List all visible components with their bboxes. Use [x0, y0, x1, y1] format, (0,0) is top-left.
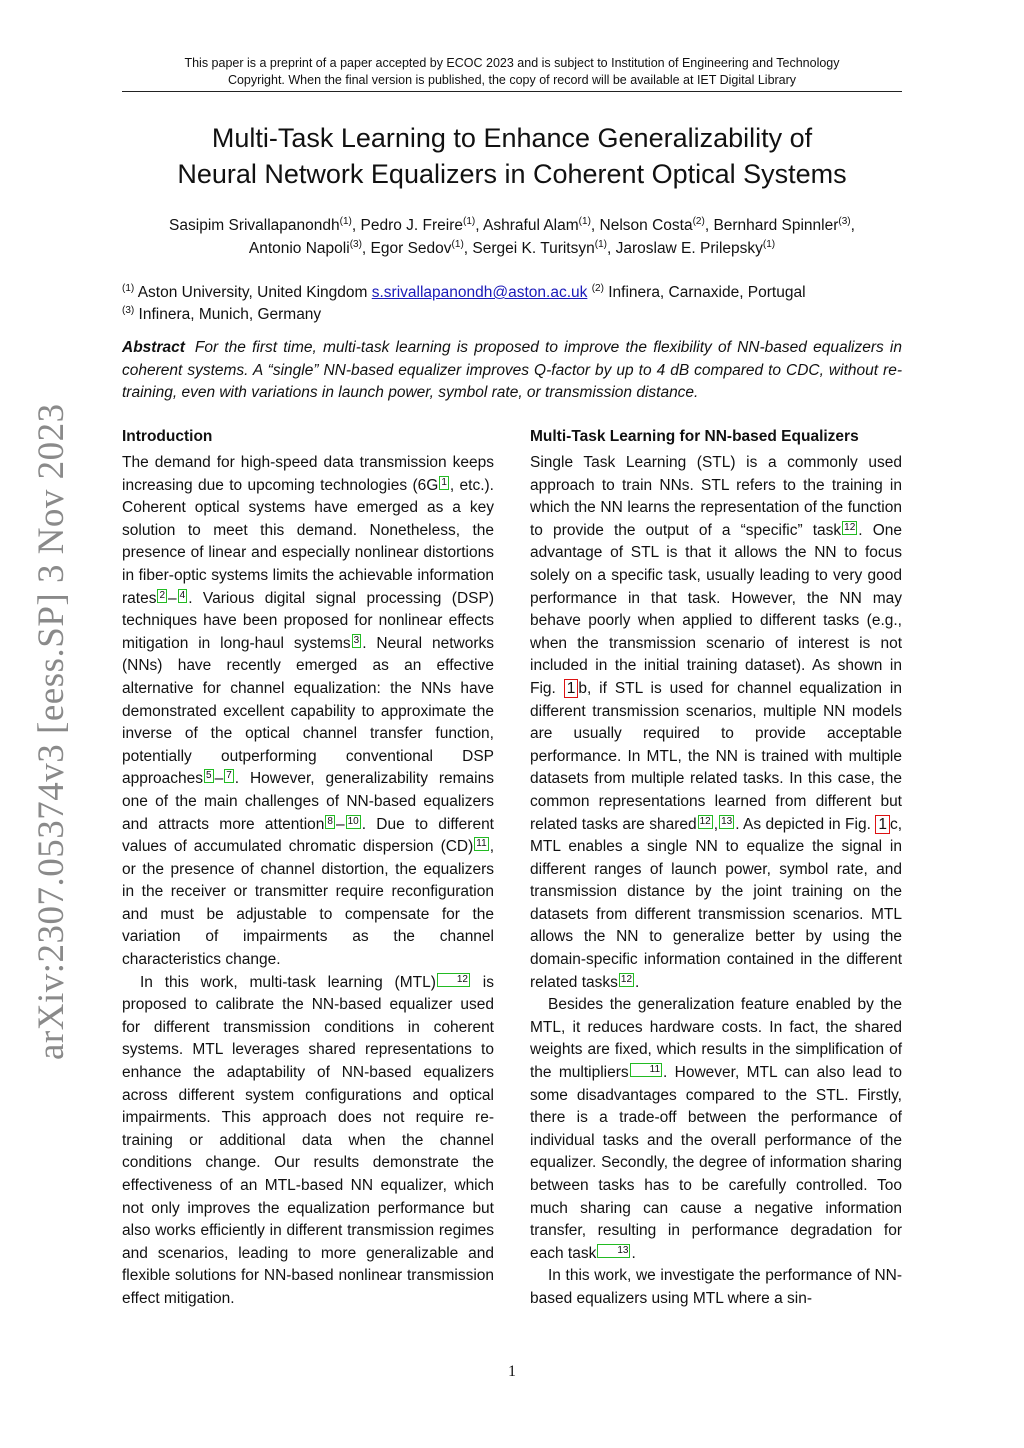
- affiliations: [122, 282, 902, 326]
- mtl-section: [530, 426, 902, 1311]
- author-affiliation-mark: (1): [594, 239, 607, 250]
- preprint-notice-line1: This paper is a preprint of a paper accepted by ECOC 2023 and is subject to Institution of Engineering and Technology: [184, 56, 840, 70]
- text-run: , or the presence of channel distortion, the equalizers in the receiver or transmitter require reconfiguration and must be adjustable to compensate for the variation of impairments as the channel characteristics change.: [122, 838, 494, 969]
- citation-link[interactable]: 4: [179, 589, 186, 601]
- text-run: c, MTL enables a single NN to equalize the signal in different ranges of launch power, symbol rate, and transmission distance by the joint training on the datasets from different transmission scenarios. MTL allows the NN to generalize better by using the domain-specific information contained in the different related tasks: [530, 815, 902, 991]
- text-run: . As depicted in Fig.: [735, 815, 876, 833]
- section-heading-mtl: Multi-Task Learning for NN-based Equalizers: [530, 428, 859, 445]
- page-number: 1: [508, 1363, 516, 1380]
- text-run: . Neural networks (NNs) have recently emerged as an effective alternative for channel equalization: the NNs have demonstrated excellent capability to approximate the inverse of the optical channel transfer function, potentially outperforming conventional DSP approaches: [122, 634, 494, 788]
- text-run: In this work, we investigate the performance of NN-based equalizers using MTL where a sin-: [530, 1267, 902, 1307]
- author-affiliation-mark: (1): [451, 239, 464, 250]
- affiliation-number: (3): [122, 305, 135, 316]
- author-name: Bernhard Spinnler: [713, 217, 839, 234]
- citation-link[interactable]: 3: [353, 634, 360, 646]
- author-name: Sergei K. Turitsyn: [472, 240, 595, 257]
- paragraph: [530, 1265, 902, 1310]
- text-run: –: [168, 589, 177, 607]
- preprint-notice-line2: Copyright. When the final version is published, the copy of record will be available at IET Digital Library: [227, 73, 797, 87]
- author-affiliation-mark: (3): [838, 216, 851, 227]
- introduction-section: [122, 426, 494, 1311]
- author-affiliation-mark: (1): [339, 216, 352, 227]
- figure-link[interactable]: 1: [875, 815, 890, 834]
- citation-link[interactable]: 11: [630, 1063, 662, 1077]
- citation-link[interactable]: 12: [620, 973, 633, 985]
- title-line2: Neural Network Equalizers in Coherent Optical Systems: [177, 159, 847, 189]
- arxiv-identifier-stamp: arXiv:2307.05374v3 [eess.SP] 3 Nov 2023: [31, 403, 72, 1060]
- text-run: is proposed to calibrate the NN-based equalizer used for different transmission conditions in coherent systems. MTL leverages shared representations to enhance the adaptability of NN-based equalizers across different system configurations and optical impairments. This approach does not require re-training or additional data when the channel conditions change. Our results demonstrate the effectiveness of an MTL-based NN equalizer, which not only improves the equalization performance but also works efficiently in different transmission regimes and scenarios, leading to more generalizable and flexible solutions for NN-based nonlinear transmission effect mitigation.: [122, 973, 494, 1307]
- figure-link[interactable]: 1: [564, 679, 579, 698]
- author-affiliation-mark: (1): [762, 239, 776, 250]
- abstract: [122, 337, 902, 405]
- author-affiliation-mark: (2): [692, 216, 705, 227]
- text-run: b, if STL is used for channel equalization in different transmission scenarios, multiple NN models are usually required to provide acceptable performance. In MTL, the NN is trained with multiple datasets from multiple related tasks. In this case, the common representations learned from different but related tasks are shared: [530, 679, 902, 833]
- text-run: .: [635, 973, 640, 991]
- citation-link[interactable]: 7: [226, 770, 232, 782]
- citation-link[interactable]: 13: [597, 1244, 630, 1258]
- citation-link[interactable]: 12: [844, 521, 856, 533]
- abstract-text: For the first time, multi-task learning is proposed to improve the flexibility of NN-based equalizers in coherent systems. A “single” NN-based equalizer improves Q-factor by up to 4 dB compared to CDC, without re-training, even with variations in launch power, symbol rate, or transmission distance.: [122, 339, 902, 401]
- affiliation-3: Infinera, Munich, Germany: [138, 306, 322, 323]
- author-name: Antonio Napoli: [248, 240, 350, 257]
- citation-link[interactable]: 12: [699, 815, 711, 827]
- author-name: Jaroslaw E. Prilepsky: [615, 240, 763, 257]
- affiliation-number: (1): [122, 283, 135, 294]
- author-list: Sasipim Srivallapanondh$^{(1)}$, Pedro J. Freire$^{(1)}$, Ashraful Alam$^{(1)}$, Nelson Costa$^{(2)}$, Bernhard Spinnler$^{(3)}$, Antonio Napoli$^{(3)}$, Egor Sedov$^{(1)}$, Sergei K. Turitsyn$^{(1)}$, Jaroslaw E. Prilepsky$^{(1)}$: [169, 216, 855, 257]
- text-run: –: [214, 770, 224, 788]
- paragraph: [122, 452, 494, 972]
- citation-link[interactable]: 8: [327, 815, 333, 827]
- text-run: Single Task Learning (STL) is a commonly used approach to train NNs. STL refers to the training in which the NN learns the representation of the function to provide the output of a “specific” task: [530, 454, 902, 539]
- text-run: . One advantage of STL is that it allows the NN to focus solely on a specific task, usually leading to very good performance in that task. However, the NN may behave poorly when applied to different tasks (e.g., when the transmission scenario of interest is not included in the initial training dataset). As shown in Fig.: [530, 521, 902, 697]
- author-affiliation-mark: (1): [578, 216, 591, 227]
- author-affiliation-mark: (3): [349, 239, 362, 250]
- author-name: Sasipim Srivallapanondh: [169, 217, 340, 234]
- text-run: ,: [713, 815, 719, 833]
- preprint-notice: [122, 55, 902, 89]
- paper-title: [122, 120, 902, 192]
- text-run: , etc.). Coherent optical systems have emerged as a key solution to meet this demand. Nonetheless, the presence of linear and especially nonlinear distortions in fiber-optic systems limits the achievable information rates: [122, 476, 494, 607]
- text-run: Besides the generalization feature enabled by the MTL, it reduces hardware costs. In fact, the shared weights are fixed, which results in the simplification of the multipliers: [530, 996, 902, 1082]
- text-run: .: [631, 1244, 636, 1262]
- abstract-label: Abstract: [122, 339, 185, 356]
- text-run: . However, generalizability remains one of the main challenges of NN-based equalizers and attracts more attention: [122, 770, 494, 833]
- author-name: Pedro J. Freire: [360, 217, 464, 234]
- citation-link[interactable]: 12: [437, 973, 470, 987]
- author-name: Egor Sedov: [370, 240, 452, 257]
- citation-link[interactable]: 11: [476, 838, 487, 850]
- section-heading-introduction: Introduction: [122, 428, 213, 445]
- paragraph: [122, 972, 494, 1311]
- affiliation-2: Infinera, Carnaxide, Portugal: [608, 284, 806, 301]
- citation-link[interactable]: 5: [206, 770, 212, 782]
- author-affiliation-mark: (1): [463, 216, 476, 227]
- text-run: The demand for high-speed data transmission keeps increasing due to upcoming technologies (6G: [122, 454, 494, 494]
- citation-link[interactable]: 10: [347, 815, 359, 827]
- text-run: In this work, multi-task learning (MTL): [140, 973, 436, 991]
- author-name: Nelson Costa: [599, 217, 693, 234]
- paragraph: [530, 994, 902, 1265]
- author-name: Ashraful Alam: [483, 217, 579, 234]
- text-run: . Due to different values of accumulated chromatic dispersion (CD): [122, 815, 494, 856]
- text-run: . Various digital signal processing (DSP) techniques have been proposed for nonlinear effects mitigation in long-haul systems: [122, 589, 494, 652]
- email-link[interactable]: s.srivallapanondh@aston.ac.uk: [371, 284, 588, 301]
- text-run: . However, MTL can also lead to some disadvantages compared to the STL. Firstly, there is a trade-off between the performance of individual tasks and the overall performance of the equalizer. Secondly, the degree of information sharing between tasks has to be carefully controlled. Too much sharing can cause a negative information transfer, resulting in performance degradation for each task: [530, 1064, 902, 1262]
- affiliation-1: Aston University, United Kingdom: [137, 284, 368, 301]
- header-divider: [122, 91, 902, 92]
- affiliation-number: (2): [591, 283, 604, 294]
- title-line1: Multi-Task Learning to Enhance Generalizability of: [211, 123, 813, 153]
- citation-link[interactable]: 13: [721, 815, 733, 827]
- citation-link[interactable]: 1: [441, 476, 447, 488]
- text-run: –: [335, 815, 345, 833]
- citation-link[interactable]: 2: [159, 589, 166, 601]
- paragraph: [530, 452, 902, 994]
